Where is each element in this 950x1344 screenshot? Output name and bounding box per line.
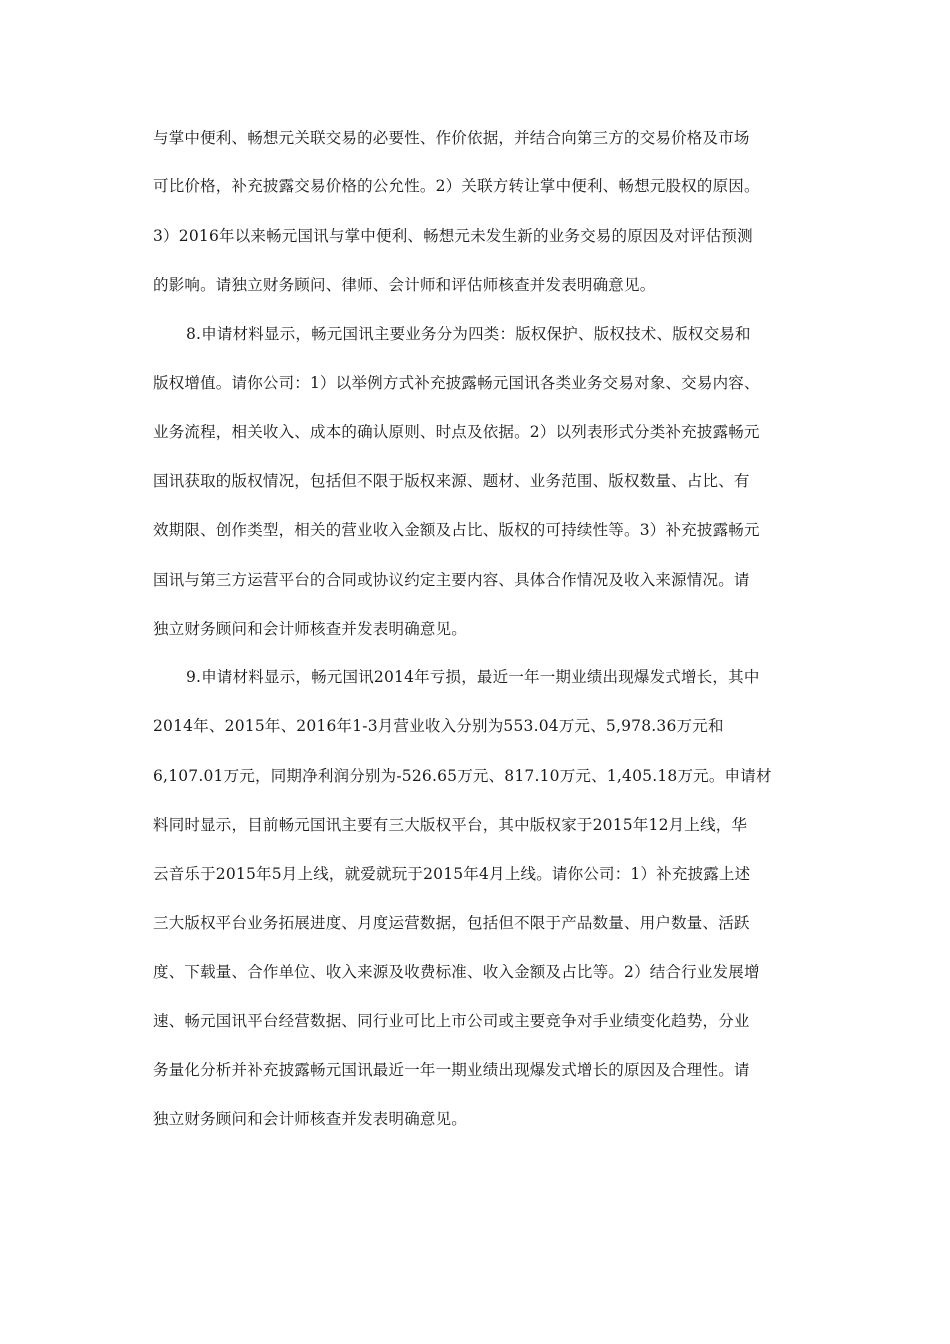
- text-line: 务量化分析并补充披露畅元国讯最近一年一期业绩出现爆发式增长的原因及合理性。请: [153, 1061, 750, 1079]
- text-line: 速、畅元国讯平台经营数据、同行业可比上市公司或主要竞争对手业绩变化趋势，分业: [153, 1012, 750, 1030]
- text-line: 国讯获取的版权情况，包括但不限于版权来源、题材、业务范围、版权数量、占比、有: [153, 472, 750, 490]
- text-line: 业务流程，相关收入、成本的确认原则、时点及依据。2）以列表形式分类补充披露畅元: [153, 423, 760, 441]
- text-line: 6,107.01万元，同期净利润分别为-526.65万元、817.10万元、1,405.18万元。申请材: [153, 767, 772, 785]
- text-line: 与掌中便利、畅想元关联交易的必要性、作价依据，并结合向第三方的交易价格及市场: [153, 129, 750, 147]
- text-line: 云音乐于2015年5月上线，就爱就玩于2015年4月上线。请你公司：1）补充披露上述: [153, 865, 751, 883]
- text-line: 度、下载量、合作单位、收入来源及收费标准、收入金额及占比等。2）结合行业发展增: [153, 963, 760, 981]
- text-line: 版权增值。请你公司：1）以举例方式补充披露畅元国讯各类业务交易对象、交易内容、: [153, 374, 760, 392]
- text-line: 可比价格，补充披露交易价格的公允性。2）关联方转让掌中便利、畅想元股权的原因。: [153, 177, 760, 195]
- text-line: 效期限、创作类型，相关的营业收入金额及占比、版权的可持续性等。3）补充披露畅元: [153, 521, 760, 539]
- paragraph-8-first-line: 8.申请材料显示，畅元国讯主要业务分为四类：版权保护、版权技术、版权交易和: [186, 325, 751, 343]
- text-line: 三大版权平台业务拓展进度、月度运营数据，包括但不限于产品数量、用户数量、活跃: [153, 914, 750, 932]
- text-line: 料同时显示，目前畅元国讯主要有三大版权平台，其中版权家于2015年12月上线，华: [153, 816, 748, 834]
- text-line: 国讯与第三方运营平台的合同或协议约定主要内容、具体合作情况及收入来源情况。请: [153, 571, 750, 589]
- text-line: 独立财务顾问和会计师核查并发表明确意见。: [153, 620, 468, 638]
- text-line: 2014年、2015年、2016年1-3月营业收入分别为553.04万元、5,978.36万元和: [153, 717, 724, 735]
- paragraph-9-first-line: 9.申请材料显示，畅元国讯2014年亏损，最近一年一期业绩出现爆发式增长，其中: [186, 668, 760, 686]
- text-line: 的影响。请独立财务顾问、律师、会计师和评估师核查并发表明确意见。: [153, 276, 656, 294]
- text-line: 独立财务顾问和会计师核查并发表明确意见。: [153, 1110, 468, 1128]
- text-line: 3）2016年以来畅元国讯与掌中便利、畅想元未发生新的业务交易的原因及对评估预测: [153, 227, 753, 245]
